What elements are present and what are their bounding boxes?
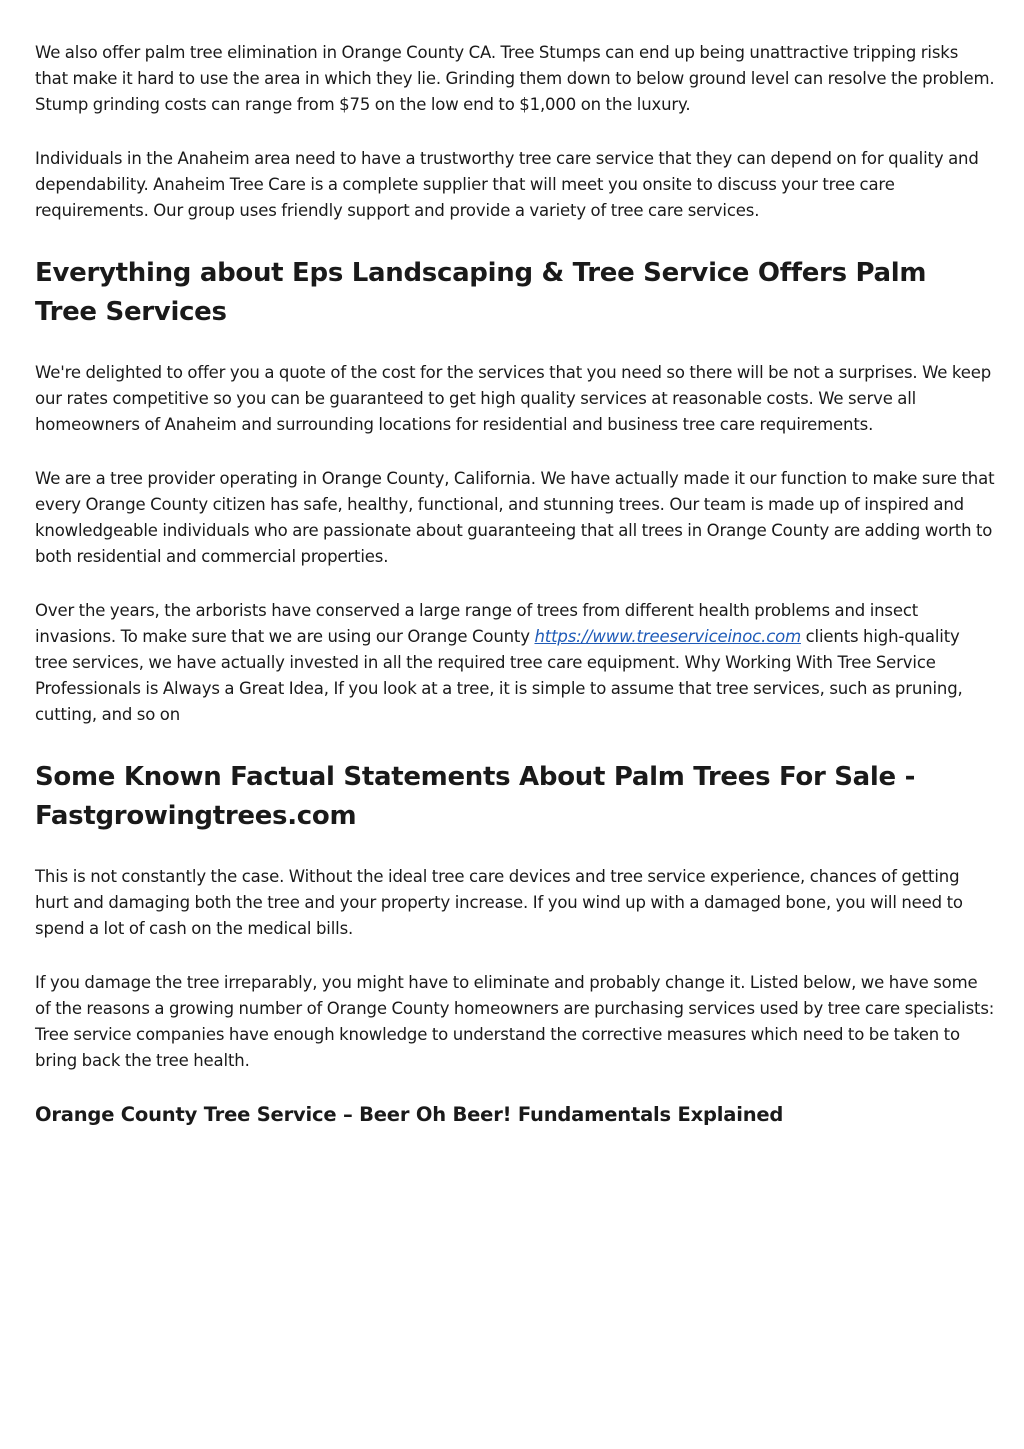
paragraph-arborists-text-after: clients high-quality tree services, we have actually invested in all the required tree care equipment. Why Working With Tree Service Professionals is Always a Great Idea, If you look at a tree, it is simple to assume that tree services, such as pruning, cutting, and so on bbox=[35, 627, 963, 724]
paragraph-anaheim-tree-care: Individuals in the Anaheim area need to have a trustworthy tree care service that they can depend on for quality and dependability. Anaheim Tree Care is a complete supplier that will meet you onsite to discuss your tree care requirements. Our group uses friendly support and provide a variety of tree care services. bbox=[35, 149, 979, 220]
paragraph-arborists bbox=[35, 598, 995, 728]
treeserviceinoc-link[interactable]: https://www.treeserviceinoc.com bbox=[534, 627, 801, 646]
heading-orange-county-fundamentals: Orange County Tree Service – Beer Oh Beer! Fundamentals Explained bbox=[35, 1103, 784, 1126]
paragraph-damage-tree: If you damage the tree irreparably, you might have to eliminate and probably change it. Listed below, we have some of the reasons a growing number of Orange County homeowners are purchasing services used by tree care specialists: Tree service companies have enough knowledge to understand the corrective measures which need to be taken to bring back the tree health. bbox=[35, 973, 995, 1070]
paragraph-quote: We're delighted to offer you a quote of the cost for the services that you need so there will be not a surprises. We keep our rates competitive so you can be guaranteed to get high quality services at reasonable costs. We serve all homeowners of Anaheim and surrounding locations for residential and business tree care requirements. bbox=[35, 363, 992, 434]
paragraph-stump-grinding: We also offer palm tree elimination in Orange County CA. Tree Stumps can end up being unattractive tripping risks that make it hard to use the area in which they lie. Grinding them down to below ground level can resolve the problem. Stump grinding costs can range from $75 on the low end to $1,000 on the luxury. bbox=[35, 43, 995, 114]
document-body bbox=[35, 40, 995, 1128]
paragraph-not-constantly: This is not constantly the case. Without the ideal tree care devices and tree service experience, chances of getting hurt and damaging both the tree and your property increase. If you wind up with a damaged bone, you will need to spend a lot of cash on the medical bills. bbox=[35, 867, 963, 938]
paragraph-arborists-text-before: Over the years, the arborists have conserved a large range of trees from different health problems and insect invasions. To make sure that we are using our Orange County bbox=[35, 601, 919, 646]
paragraph-tree-provider: We are a tree provider operating in Orange County, California. We have actually made it our function to make sure that every Orange County citizen has safe, healthy, functional, and stunning trees. Our team is made up of inspired and knowledgeable individuals who are passionate about guaranteeing that all trees in Orange County are adding worth to both residential and commercial properties. bbox=[35, 469, 995, 566]
heading-palm-trees-for-sale: Some Known Factual Statements About Palm Trees For Sale - Fastgrowingtrees.com bbox=[35, 762, 916, 831]
heading-eps-landscaping: Everything about Eps Landscaping & Tree Service Offers Palm Tree Services bbox=[35, 258, 927, 327]
